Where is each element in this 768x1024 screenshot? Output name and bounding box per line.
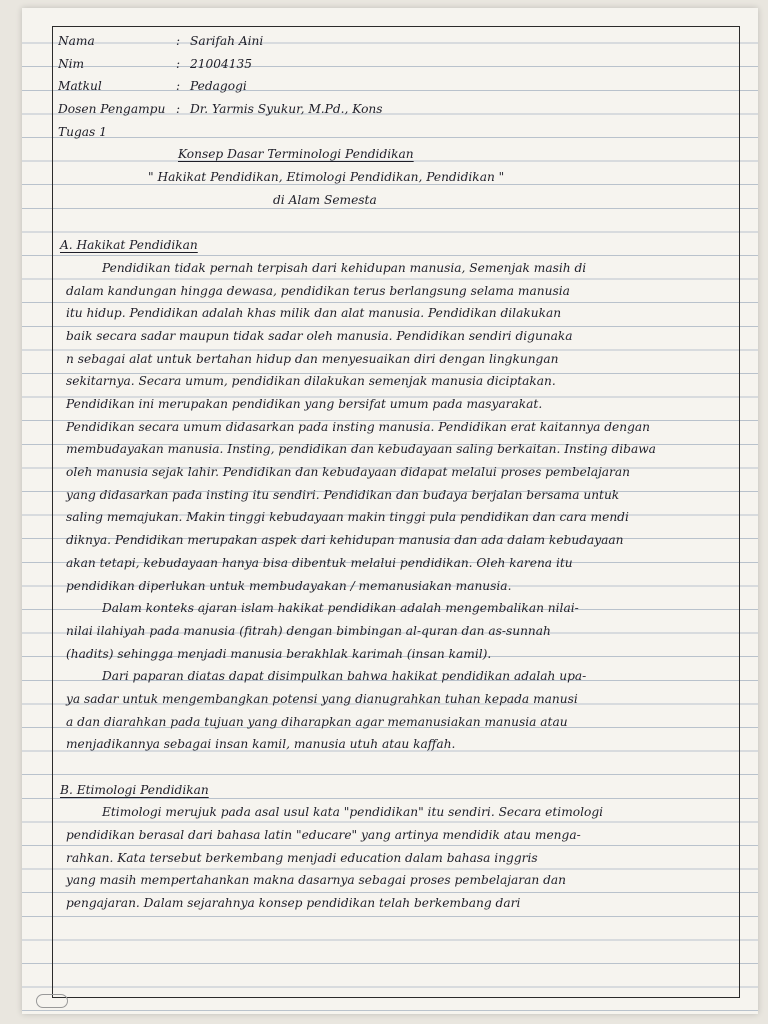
section-b-heading-text: B. Etimologi Pendidikan [60, 782, 209, 797]
title-line-1 [58, 143, 734, 166]
section-a-line: itu hidup. Pendidikan adalah khas milik dan alat manusia. Pendidikan dilakukan [66, 306, 562, 321]
handwritten-content [58, 30, 734, 915]
section-a-line: (hadits) sehingga menjadi manusia berakhlak karimah (insan kamil). [66, 646, 492, 661]
section-b-line: pendidikan berasal dari bahasa latin "educare" yang artinya mendidik atau menga- [66, 828, 581, 843]
header-nama-row [58, 30, 734, 53]
header-dosen-row [58, 98, 734, 121]
notebook-page [22, 8, 758, 1014]
section-a-line: Pendidikan secara umum didasarkan pada insting manusia. Pendidikan erat kaitannya dengan [66, 419, 650, 434]
section-a-heading [58, 234, 734, 257]
page-stamp-mark [36, 994, 68, 1008]
header-nim-row [58, 53, 734, 76]
section-a-line: nilai ilahiyah pada manusia (fitrah) dengan bimbingan al-quran dan as-sunnah [66, 623, 551, 638]
section-b-line: rahkan. Kata tersebut berkembang menjadi education dalam bahasa inggris [66, 850, 538, 865]
section-a-line: sekitarnya. Secara umum, pendidikan dilakukan semenjak manusia diciptakan. [66, 374, 556, 389]
dosen-label: Dosen Pengampu [58, 102, 166, 117]
section-b-line: pengajaran. Dalam sejarahnya konsep pendidikan telah berkembang dari [66, 896, 521, 911]
section-a-line: oleh manusia sejak lahir. Pendidikan dan kebudayaan didapat melalui proses pembelajaran [66, 465, 630, 480]
colon: : [176, 102, 181, 117]
section-b-line: yang masih mempertahankan makna dasarnya sebagai proses pembelajaran dan [66, 873, 566, 888]
section-a-line: akan tetapi, kebudayaan hanya bisa dibentuk melalui pendidikan. Oleh karena itu [66, 555, 573, 570]
section-a-line: a dan diarahkan pada tujuan yang diharapkan agar memanusiakan manusia atau [66, 714, 568, 729]
nama-value: Sarifah Aini [190, 34, 264, 48]
colon: : [176, 79, 181, 94]
section-a-line: baik secara sadar maupun tidak sadar oleh manusia. Pendidikan sendiri digunaka [66, 328, 573, 343]
section-a-line: yang didasarkan pada insting itu sendiri. Pendidikan dan budaya berjalan bersama untuk [66, 487, 620, 502]
dosen-value: Dr. Yarmis Syukur, M.Pd., Kons [190, 102, 383, 117]
section-b-line: Etimologi merujuk pada asal usul kata "pendidikan" itu sendiri. Secara etimologi [102, 805, 604, 820]
matkul-label: Matkul [58, 79, 102, 94]
section-a-line: membudayakan manusia. Insting, pendidikan dan kebudayaan saling berkaitan. Insting dibawa [66, 442, 656, 457]
section-a-line: menjadikannya sebagai insan kamil, manusia utuh atau kaffah. [66, 737, 456, 752]
title-text-1: Konsep Dasar Terminologi Pendidikan [178, 147, 414, 162]
spacer [58, 756, 734, 779]
section-b-heading [58, 779, 734, 802]
colon: : [176, 34, 181, 48]
section-a-line: diknya. Pendidikan merupakan aspek dari kehidupan manusia dan ada dalam kebudayaan [66, 533, 624, 548]
section-a-line: Pendidikan tidak pernah terpisah dari kehidupan manusia, Semenjak masih di [102, 260, 587, 275]
section-a-line: dalam kandungan hingga dewasa, pendidikan terus berlangsung selama manusia [66, 283, 570, 298]
spacer [58, 212, 734, 235]
colon: : [176, 56, 181, 71]
tugas-label: Tugas 1 [58, 124, 107, 139]
section-a-heading-text: A. Hakikat Pendidikan [60, 238, 198, 253]
nim-label: Nim [58, 56, 85, 71]
nim-value: 21004135 [190, 56, 253, 71]
section-a-line: saling memajukan. Makin tinggi kebudayaan makin tinggi pula pendidikan dan cara mendi [66, 510, 629, 525]
section-a-line: Pendidikan ini merupakan pendidikan yang bersifat umum pada masyarakat. [66, 397, 543, 411]
title-line-3: di Alam Semesta [273, 192, 377, 207]
header-matkul-row [58, 75, 734, 98]
section-a-line: Dari paparan diatas dapat disimpulkan bahwa hakikat pendidikan adalah upa- [102, 669, 587, 684]
section-a-line: ya sadar untuk mengembangkan potensi yang dianugrahkan tuhan kepada manusi [66, 691, 578, 706]
matkul-value: Pedagogi [190, 79, 247, 94]
section-a-line: Dalam konteks ajaran islam hakikat pendidikan adalah mengembalikan nilai- [102, 601, 579, 616]
section-a-line: n sebagai alat untuk bertahan hidup dan menyesuaikan diri dengan lingkungan [66, 351, 559, 366]
nama-label: Nama [58, 34, 95, 48]
title-line-2: " Hakikat Pendidikan, Etimologi Pendidikan, Pendidikan " [148, 170, 505, 185]
section-a-line: pendidikan diperlukan untuk membudayakan / memanusiakan manusia. [66, 578, 512, 593]
